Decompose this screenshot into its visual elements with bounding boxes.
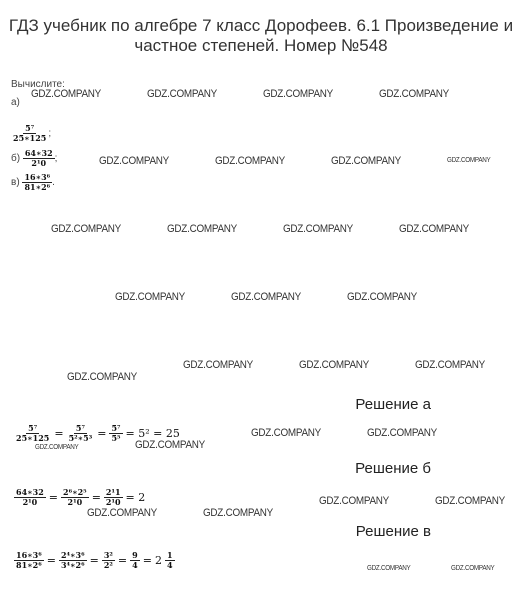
solution-c-heading: Решение в <box>355 523 431 540</box>
watermark: GDZ.COMPANY <box>283 223 354 235</box>
task-a-fraction: $\frac{\text{5⁷}}{25∗125}$ <box>13 123 47 143</box>
watermark: GDZ.COMPANY <box>367 427 438 439</box>
watermark: GDZ.COMPANY <box>215 155 286 167</box>
solution-c-calc: $\frac{\text{16∗3⁶}}{\text{81∗2⁶}}$ = $\frac{\text{2⁴∗3⁶}}{\text{3⁴∗2⁶}}$ = $\frac{\text{3²}}{\text{2²}}$ = $\frac{9}{4}$ = 2 $\frac{1}{4}$ <box>16 550 173 570</box>
watermark: GDZ.COMPANY <box>379 88 450 100</box>
watermark: GDZ.COMPANY <box>35 444 79 451</box>
watermark: GDZ.COMPANY <box>167 223 238 235</box>
watermark: GDZ.COMPANY <box>447 157 491 164</box>
watermark: GDZ.COMPANY <box>31 88 102 100</box>
task-intro: Вычислите: <box>11 79 65 90</box>
solution-a-calc: $\frac{\text{5⁷}}{25∗125}$ = $\frac{\text{5⁷}}{\text{5²∗5³}}$ = $\frac{\text{5⁷}}{\text{5⁵}}$ = 5² = 25 <box>16 423 180 443</box>
task-c-fraction: $\frac{\text{16∗3⁶}}{\text{81∗2⁶}}$ <box>24 172 51 192</box>
task-b-fraction: $\frac{64∗32}{\text{2¹0}}$ <box>24 148 53 168</box>
watermark: GDZ.COMPANY <box>451 565 495 572</box>
page-title: ГДЗ учебник по алгебре 7 класс Дорофеев. 6.1 Произведение и частное степеней. Номер №548 <box>8 16 514 55</box>
watermark: GDZ.COMPANY <box>87 507 158 519</box>
watermark: GDZ.COMPANY <box>67 371 138 383</box>
watermark: GDZ.COMPANY <box>435 495 506 507</box>
task-b-expression: б) $\frac{64∗32}{\text{2¹0}}$ ; <box>11 148 58 168</box>
watermark: GDZ.COMPANY <box>231 291 302 303</box>
watermark: GDZ.COMPANY <box>399 223 470 235</box>
watermark: GDZ.COMPANY <box>299 359 370 371</box>
watermark: GDZ.COMPANY <box>147 88 218 100</box>
watermark: GDZ.COMPANY <box>263 88 334 100</box>
watermark: GDZ.COMPANY <box>99 155 170 167</box>
watermark: GDZ.COMPANY <box>203 507 274 519</box>
task-c-expression: в) $\frac{\text{16∗3⁶}}{\text{81∗2⁶}}$ . <box>11 172 55 192</box>
watermark: GDZ.COMPANY <box>183 359 254 371</box>
watermark: GDZ.COMPANY <box>115 291 186 303</box>
watermark: GDZ.COMPANY <box>51 223 122 235</box>
solution-b-heading: Решение б <box>355 460 431 477</box>
task-a-expression: $\frac{\text{5⁷}}{25∗125}$ ; <box>13 123 52 143</box>
watermark: GDZ.COMPANY <box>319 495 390 507</box>
watermark: GDZ.COMPANY <box>367 565 411 572</box>
task-a-label: а) <box>11 97 20 108</box>
watermark: GDZ.COMPANY <box>251 427 322 439</box>
watermark: GDZ.COMPANY <box>135 439 206 451</box>
solution-b-calc: $\frac{64∗32}{\text{2¹0}}$ = $\frac{\text{2⁶∗2⁵}}{\text{2¹0}}$ = $\frac{\text{2¹1}}{\text{2¹0}}$ = 2 <box>16 487 146 507</box>
watermark: GDZ.COMPANY <box>415 359 486 371</box>
watermark: GDZ.COMPANY <box>331 155 402 167</box>
solution-a-heading: Решение а <box>355 396 431 413</box>
watermark: GDZ.COMPANY <box>347 291 418 303</box>
